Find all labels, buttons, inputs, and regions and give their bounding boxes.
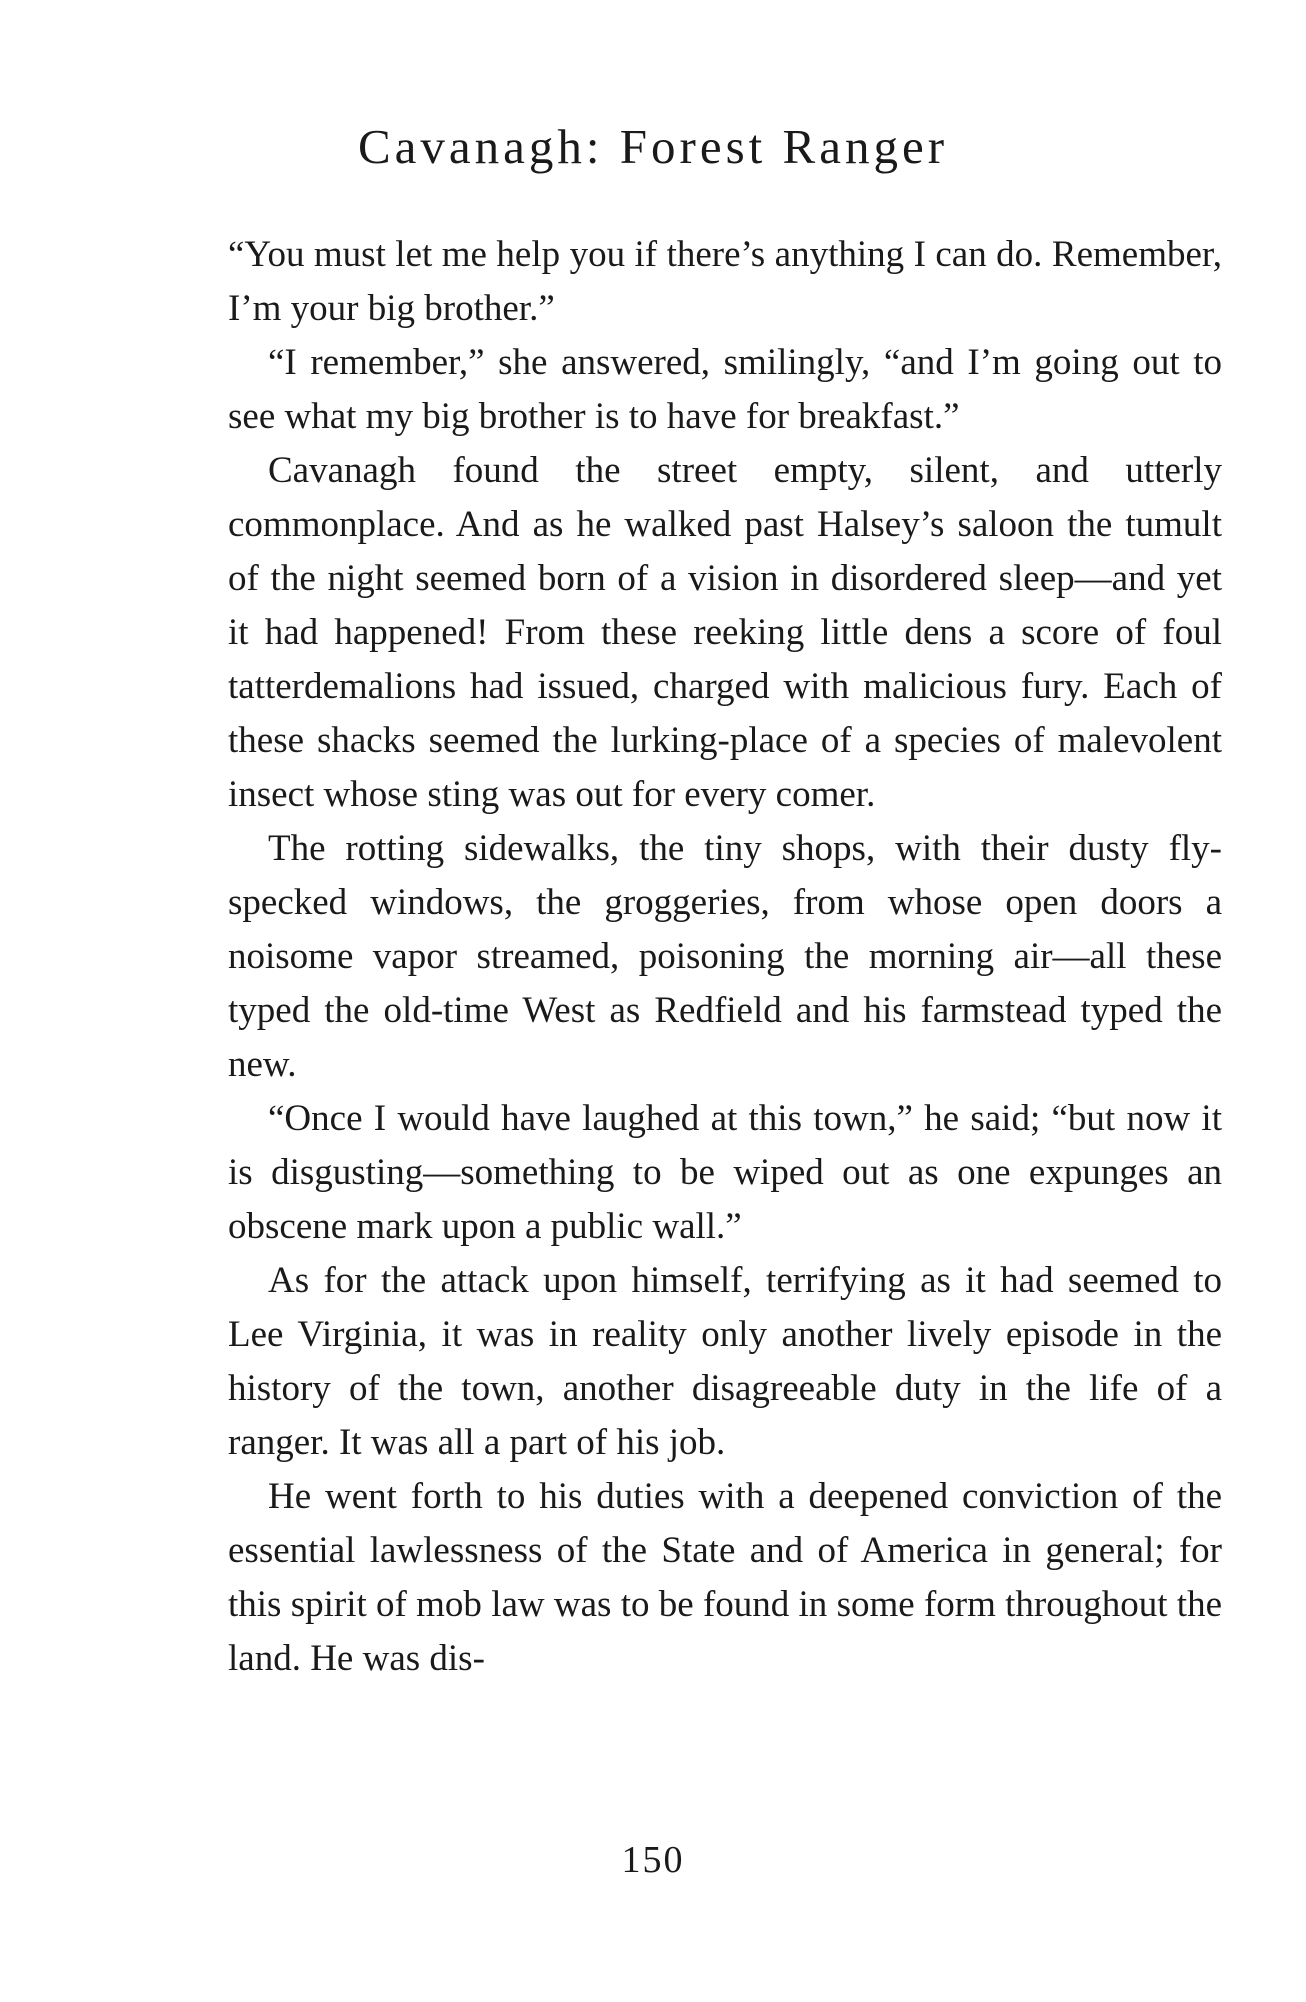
page-number: 150: [621, 1839, 685, 1881]
paragraph: Cavanagh found the street empty, silent, and utterly commonplace. And as he walked past Halsey’s saloon the tumult of the night seemed born of a vision in disordered sleep—and yet it had happened! From these reeking little dens a score of foul tatterdemalions had issued, charged with malicious fury. Each of these shacks seemed the lurking-place of a species of malevolent insect whose sting was out for every comer.: [228, 450, 1222, 815]
paragraph: “I remember,” she answered, smilingly, “and I’m going out to see what my big brother is to have for breakfast.”: [228, 342, 1222, 437]
paragraph: As for the attack upon himself, terrifying as it had seemed to Lee Virginia, it was in reality only another lively episode in the history of the town, another disagreeable duty in the life of a ranger. It was all a part of his job.: [228, 1260, 1222, 1463]
paragraph: “You must let me help you if there’s anything I can do. Remember, I’m your big brother.”: [228, 234, 1222, 329]
body-text: [228, 228, 1222, 1686]
running-head-title: Cavanagh: Forest Ranger: [357, 119, 949, 174]
paragraph: The rotting sidewalks, the tiny shops, with their dusty fly-specked windows, the groggeries, from whose open doors a noisome vapor streamed, poisoning the morning air—all these typed the old-time West as Redfield and his farmstead typed the new.: [228, 828, 1222, 1085]
paragraph: He went forth to his duties with a deepened conviction of the essential lawlessness of the State and of America in general; for this spirit of mob law was to be found in some form throughout the land. He was dis-: [228, 1476, 1222, 1679]
paragraph: “Once I would have laughed at this town,” he said; “but now it is disgusting—something to be wiped out as one expunges an obscene mark upon a public wall.”: [228, 1098, 1222, 1247]
